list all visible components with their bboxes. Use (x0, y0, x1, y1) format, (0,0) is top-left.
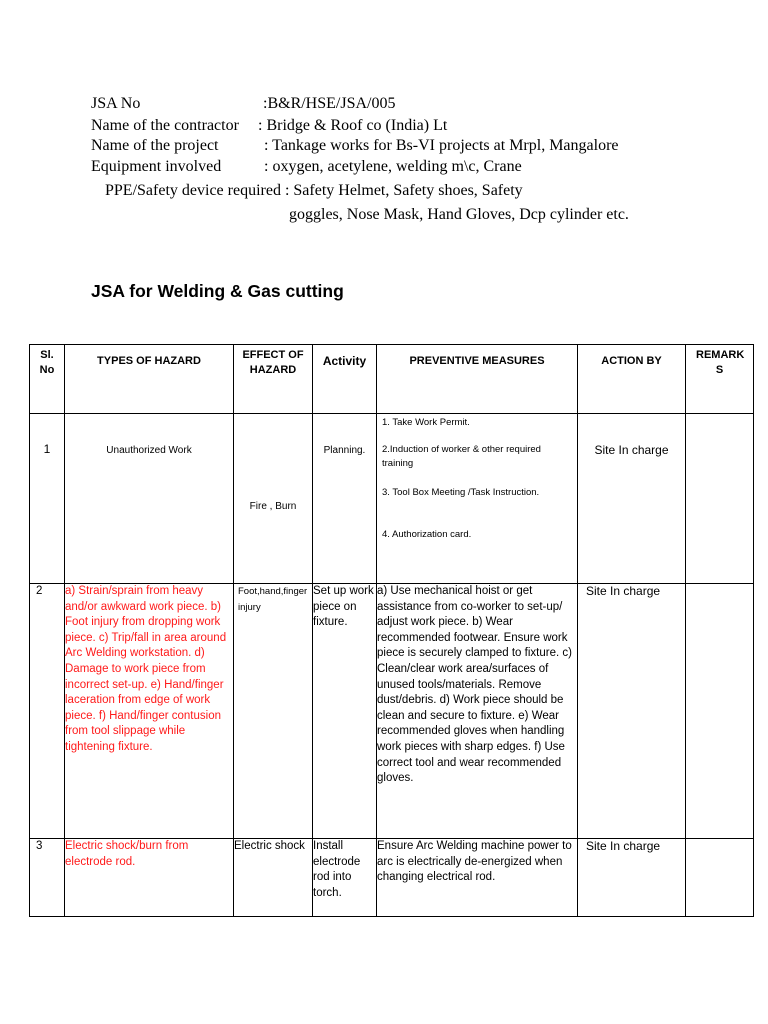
header-activity: Activity (313, 345, 377, 414)
header-effect-of-hazard: EFFECT OF HAZARD (234, 345, 313, 414)
row-3-measures: Ensure Arc Welding machine power to arc is electrically de-energized when changing electrical rod. (377, 839, 578, 917)
row-1-remarks (686, 414, 754, 584)
row-1-measures (377, 414, 578, 584)
header-remarks: REMARK S (686, 345, 754, 414)
measure-2: 2.Induction of worker & other required training (382, 444, 541, 469)
header-sl-no: Sl. No (30, 345, 65, 414)
row-3-hazard: Electric shock/burn from electrode rod. (65, 839, 234, 917)
row-1-activity: Planning. (313, 414, 377, 584)
row-2-remarks (686, 584, 754, 839)
jsa-no-label: JSA No (91, 95, 141, 112)
row-2-action-by: Site In charge (578, 584, 686, 839)
equipment-label: Equipment involved (91, 158, 222, 175)
jsa-no-value: :B&R/HSE/JSA/005 (263, 95, 396, 112)
jsa-table (29, 344, 754, 917)
measure-3: 3. Tool Box Meeting /Task Instruction. (382, 487, 540, 498)
equipment-value: : oxygen, acetylene, welding m\c, Crane (264, 158, 522, 175)
header-preventive-measures: PREVENTIVE MEASURES (377, 345, 578, 414)
page-title: JSA for Welding & Gas cutting (91, 281, 344, 301)
header-types-of-hazard: TYPES OF HAZARD (65, 345, 234, 414)
ppe-line-1: PPE/Safety device required : Safety Helmet, Safety shoes, Safety (105, 182, 523, 199)
measure-1: 1. Take Work Permit. (382, 417, 470, 428)
table-row (30, 839, 754, 917)
header-action-by: ACTION BY (578, 345, 686, 414)
row-2-measures: a) Use mechanical hoist or get assistance from co-worker to set-up/ adjust work piece. b) Wear recommended footwear. Ensure work piece is securely clamped to fixture. c) Clean/clear work area/surfaces of unused tools/materials. Remove dust/debris. d) Work piece should be clean and secure to fixture. e) Wear recommended gloves when handling work pieces with sharp edges. f) Use correct tool and wear recommended gloves. (377, 584, 578, 839)
row-3-activity: Install electrode rod into torch. (313, 839, 377, 917)
table-header-row (30, 345, 754, 414)
contractor-value: : Bridge & Roof co (India) Lt (258, 117, 448, 134)
row-3-sl: 3 (30, 839, 65, 917)
row-1-sl: 1 (30, 414, 65, 584)
row-1-hazard: Unauthorized Work (65, 414, 234, 584)
measure-4: 4. Authorization card. (382, 529, 472, 540)
project-value: : Tankage works for Bs-VI projects at Mrpl, Mangalore (264, 137, 619, 154)
ppe-line-2: goggles, Nose Mask, Hand Gloves, Dcp cylinder etc. (289, 206, 629, 223)
project-label: Name of the project (91, 137, 219, 154)
row-3-effect: Electric shock (234, 839, 313, 917)
row-2-activity: Set up work piece on fixture. (313, 584, 377, 839)
row-2-effect: Foot,hand,finger injury (234, 584, 313, 839)
row-2-sl: 2 (30, 584, 65, 839)
row-2-hazard: a) Strain/sprain from heavy and/or awkward work piece. b) Foot injury from dropping work piece. c) Trip/fall in area around Arc Welding workstation. d) Damage to work piece from incorrect set-up. e) Hand/finger laceration from edge of work piece. f) Hand/finger contusion from tool slippage while tightening fixture. (65, 584, 234, 839)
row-3-action-by: Site In charge (578, 839, 686, 917)
row-3-remarks (686, 839, 754, 917)
table-row (30, 584, 754, 839)
row-1-action-by: Site In charge (578, 414, 686, 584)
row-1-effect: Fire , Burn (234, 414, 313, 584)
contractor-label: Name of the contractor (91, 117, 239, 134)
table-row (30, 414, 754, 584)
